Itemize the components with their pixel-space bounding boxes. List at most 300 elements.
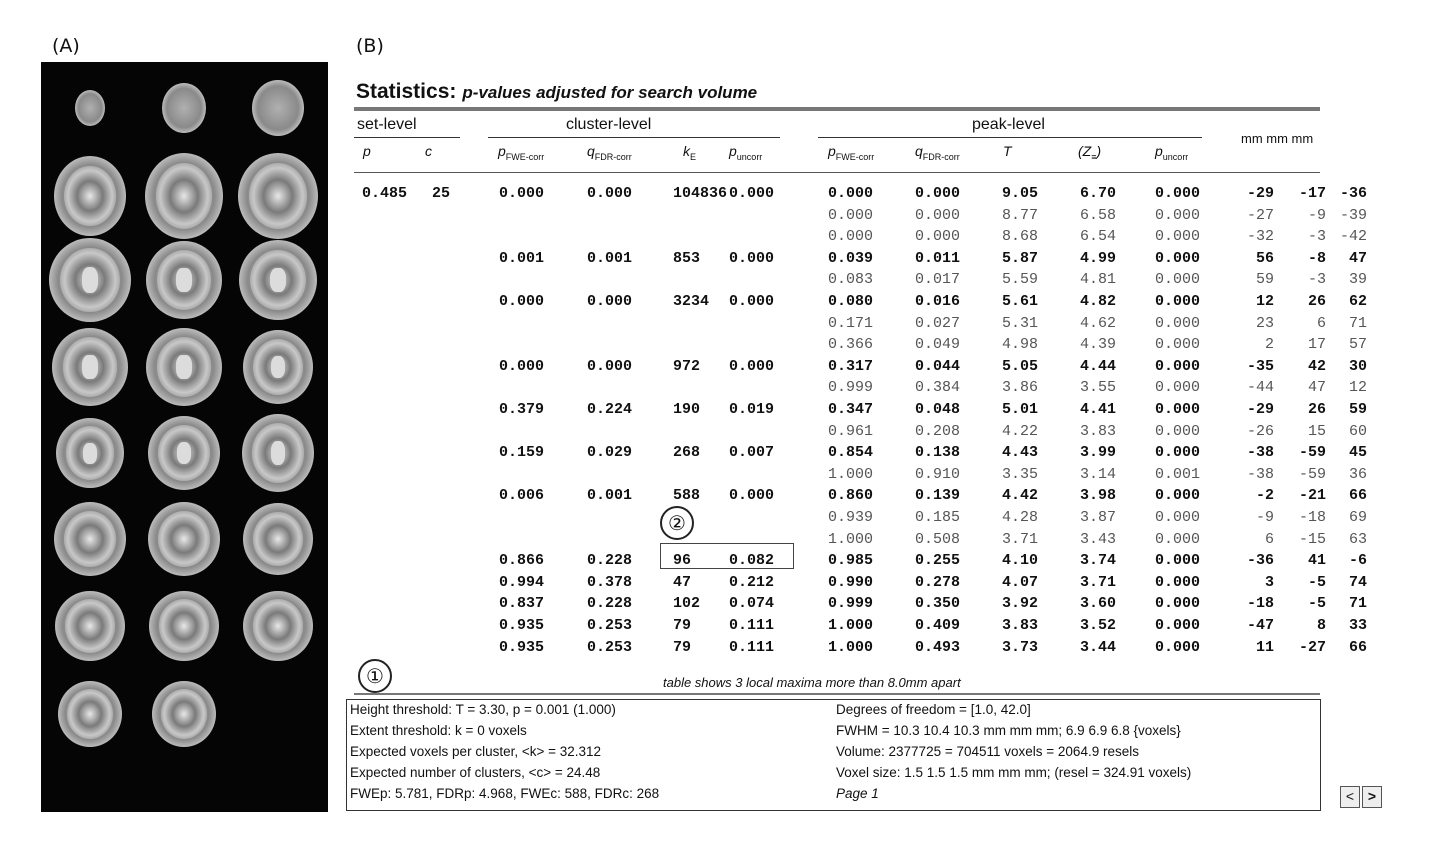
table-cell-p-fdr: 0.208 [915, 422, 961, 440]
table-cell-p-fwe: 0.171 [828, 314, 874, 332]
col-peak-z [1078, 143, 1101, 162]
panel-a-label: (A) [52, 35, 80, 57]
table-cell-z: 6.54 [1080, 228, 1117, 246]
col-peak-q-fdr-main: q [915, 143, 923, 159]
table-cell-x: -38 [1246, 465, 1274, 483]
table-cell-x: -27 [1246, 206, 1274, 224]
table-cell-y: -59 [1298, 465, 1326, 483]
table-cell-z: 3.44 [1080, 638, 1117, 656]
table-cell-y: 6 [1316, 314, 1326, 332]
table-cell-c-fdr: 0.000 [587, 293, 633, 310]
col-set-p: p [363, 143, 371, 159]
table-cell-y: -21 [1298, 487, 1326, 505]
table-cell-zc: 63 [1348, 530, 1367, 548]
marker-2: ② [660, 506, 694, 540]
col-peak-z-sub: ≡ [1091, 151, 1097, 162]
brain-slice [54, 502, 126, 576]
table-cell-p-unc: 0.000 [1155, 530, 1201, 548]
table-cell-t: 3.35 [1002, 465, 1039, 483]
table-cell-c-fwe: 0.006 [499, 487, 545, 505]
table-cell-p-fwe: 0.000 [828, 228, 874, 246]
table-cell-z: 4.41 [1080, 401, 1117, 418]
table-cell-c-fwe: 0.837 [499, 595, 545, 613]
table-cell-t: 4.07 [1002, 573, 1039, 591]
col-peak-z-close: ) [1096, 143, 1102, 159]
table-cell-y: -27 [1298, 638, 1326, 656]
table-cell-x: -36 [1246, 552, 1274, 570]
highlight-box [660, 543, 794, 569]
brain-slice [252, 80, 304, 136]
header-bottom-rule [354, 172, 1320, 173]
col-peak-z-main: (Z [1078, 143, 1092, 159]
table-cell-p-fwe: 0.000 [828, 185, 874, 202]
table-cell-z: 3.74 [1080, 552, 1117, 570]
table-cell-x: 59 [1255, 271, 1274, 289]
cluster-level-header: cluster-level [566, 116, 652, 133]
table-cell-p-fwe: 0.854 [828, 444, 874, 462]
col-cluster-p-fwe [498, 143, 544, 162]
table-cell-c-unc: 0.212 [729, 573, 775, 591]
table-cell-c-fdr: 0.029 [587, 444, 633, 462]
table-cell-p-fwe: 0.999 [828, 379, 874, 397]
table-cell-k: 47 [673, 573, 692, 591]
table-cell-p-fdr: 0.493 [915, 638, 961, 656]
table-cell-k: 79 [673, 617, 692, 634]
table-cell-z: 4.44 [1080, 357, 1117, 375]
table-cell-t: 3.86 [1002, 379, 1039, 397]
table-cell-t: 5.61 [1002, 293, 1039, 310]
table-cell-y: -8 [1307, 249, 1326, 267]
table-cell-c-fwe: 0.159 [499, 444, 545, 462]
info-left-line: Expected voxels per cluster, <k> = 32.312 [350, 744, 602, 759]
table-cell-p-unc: 0.000 [1155, 249, 1201, 267]
table-cell-p-fwe: 1.000 [828, 617, 874, 634]
table-cell-x: -38 [1246, 444, 1274, 462]
table-cell-k: 96 [673, 552, 692, 570]
col-peak-p-unc-sub: uncorr [1162, 151, 1189, 162]
brain-slice [243, 503, 313, 575]
table-cell-p-fwe: 0.080 [828, 293, 874, 310]
table-cell-p-unc: 0.001 [1155, 465, 1201, 483]
table-cell-z: 4.81 [1080, 271, 1117, 289]
table-cell-x: 2 [1264, 336, 1274, 354]
table-cell-c-fdr: 0.001 [587, 249, 633, 267]
table-cell-k: 972 [673, 357, 701, 375]
table-cell-p-fdr: 0.139 [915, 487, 961, 505]
table-cell-x: 23 [1255, 314, 1274, 332]
table-cell-c-fdr: 0.253 [587, 617, 633, 634]
table-cell-t: 5.87 [1002, 249, 1039, 267]
table-cell-z: 3.99 [1080, 444, 1117, 462]
table-cell-p-fwe: 0.366 [828, 336, 874, 354]
table-cell-p-unc: 0.000 [1155, 357, 1201, 375]
table-cell-p-fdr: 0.016 [915, 293, 961, 310]
table-cell-t: 4.10 [1002, 552, 1039, 570]
col-set-c: c [425, 143, 432, 159]
table-cell-z: 3.43 [1080, 530, 1117, 548]
table-cell-zc: -36 [1339, 185, 1367, 202]
table-cell-x: -35 [1246, 357, 1274, 375]
table-cell-t: 3.71 [1002, 530, 1039, 548]
table-cell-set-p: 0.485 [362, 185, 408, 202]
col-cluster-p-unc-sub: uncorr [736, 151, 763, 162]
info-left-line: Expected number of clusters, <c> = 24.48 [350, 765, 601, 780]
col-peak-q-fdr-sub: FDR-corr [922, 151, 960, 162]
col-cluster-q-fdr-sub: FDR-corr [594, 151, 632, 162]
brain-slice [149, 591, 219, 661]
table-cell-c-fwe: 0.935 [499, 617, 545, 634]
table-cell-zc: -6 [1348, 552, 1367, 570]
table-cell-zc: 71 [1348, 595, 1367, 613]
stats-title [356, 80, 757, 104]
table-cell-p-unc: 0.000 [1155, 379, 1201, 397]
brain-slice [162, 83, 206, 133]
table-cell-z: 3.83 [1080, 422, 1117, 440]
marker-1: ① [358, 659, 392, 693]
table-cell-p-fdr: 0.409 [915, 617, 961, 634]
table-cell-p-fdr: 0.384 [915, 379, 961, 397]
table-cell-c-unc: 0.000 [729, 293, 775, 310]
table-cell-p-fwe: 0.990 [828, 573, 874, 591]
table-cell-y: -18 [1298, 509, 1326, 526]
table-cell-zc: 30 [1348, 357, 1367, 375]
col-cluster-q-fdr-main: q [587, 143, 595, 159]
table-cell-c-unc: 0.082 [729, 552, 775, 570]
brain-slice [55, 591, 125, 661]
table-cell-zc: 36 [1348, 465, 1367, 483]
table-cell-z: 3.98 [1080, 487, 1117, 505]
info-right-line: Voxel size: 1.5 1.5 1.5 mm mm mm; (resel = 324.91 voxels) [836, 765, 1192, 780]
table-cell-t: 4.43 [1002, 444, 1039, 462]
info-left-line: Extent threshold: k = 0 voxels [350, 723, 527, 738]
table-cell-t: 4.22 [1002, 422, 1039, 440]
table-cell-y: -59 [1298, 444, 1326, 462]
table-cell-z: 4.62 [1080, 314, 1117, 332]
table-cell-y: -5 [1307, 595, 1326, 613]
brain-slice [54, 156, 126, 236]
table-cell-p-unc: 0.000 [1155, 314, 1201, 332]
table-cell-c-fwe: 0.935 [499, 638, 545, 656]
table-cell-zc: 12 [1348, 379, 1367, 397]
col-peak-p-fwe-main: p [828, 143, 836, 159]
col-cluster-p-unc-main: p [729, 143, 737, 159]
col-cluster-p-fwe-main: p [498, 143, 506, 159]
table-cell-c-unc: 0.111 [729, 638, 775, 656]
table-cell-p-fdr: 0.000 [915, 185, 961, 202]
table-cell-p-fdr: 0.011 [915, 249, 961, 267]
table-cell-p-fdr: 0.138 [915, 444, 961, 462]
table-cell-x: -9 [1255, 509, 1274, 526]
table-cell-x: -26 [1246, 422, 1274, 440]
table-cell-z: 3.87 [1080, 509, 1117, 526]
table-cell-z: 4.99 [1080, 249, 1117, 267]
table-cell-y: 26 [1307, 293, 1326, 310]
table-cell-t: 4.42 [1002, 487, 1039, 505]
table-cell-t: 3.92 [1002, 595, 1039, 613]
table-cell-c-fwe: 0.000 [499, 293, 545, 310]
table-cell-x: -18 [1246, 595, 1274, 613]
table-cell-y: 15 [1307, 422, 1326, 440]
table-cell-p-unc: 0.000 [1155, 509, 1201, 526]
stats-title-main: Statistics: [356, 80, 457, 103]
table-cell-set-c: 25 [432, 185, 451, 202]
table-cell-p-fwe: 0.000 [828, 206, 874, 224]
table-cell-c-fdr: 0.228 [587, 552, 633, 570]
table-cell-p-fdr: 0.185 [915, 509, 961, 526]
table-cell-zc: 62 [1348, 293, 1367, 310]
table-cell-p-unc: 0.000 [1155, 228, 1201, 246]
table-cell-x: -2 [1255, 487, 1274, 505]
table-cell-k: 190 [673, 401, 701, 418]
brain-slice [75, 90, 105, 126]
table-cell-p-fwe: 0.860 [828, 487, 874, 505]
table-cell-p-fwe: 0.939 [828, 509, 874, 526]
table-cell-z: 3.60 [1080, 595, 1117, 613]
table-cell-c-fwe: 0.000 [499, 357, 545, 375]
table-cell-y: 47 [1307, 379, 1326, 397]
table-cell-x: -44 [1246, 379, 1274, 397]
table-cell-c-unc: 0.111 [729, 617, 775, 634]
next-page-button[interactable]: > [1362, 786, 1382, 808]
table-cell-p-fwe: 0.039 [828, 249, 874, 267]
table-cell-zc: 59 [1348, 401, 1367, 418]
table-cell-p-fwe: 1.000 [828, 638, 874, 656]
table-cell-t: 8.77 [1002, 206, 1039, 224]
table-cell-p-unc: 0.000 [1155, 487, 1201, 505]
set-level-header: set-level [357, 116, 417, 133]
table-cell-c-fdr: 0.224 [587, 401, 633, 418]
table-cell-p-fdr: 0.027 [915, 314, 961, 332]
table-cell-p-fdr: 0.048 [915, 401, 961, 418]
table-cell-p-fdr: 0.044 [915, 357, 961, 375]
table-cell-p-fdr: 0.000 [915, 228, 961, 246]
table-cell-t: 3.73 [1002, 638, 1039, 656]
table-cell-p-fdr: 0.910 [915, 465, 961, 483]
table-cell-p-unc: 0.000 [1155, 638, 1201, 656]
table-cell-zc: 39 [1348, 271, 1367, 289]
table-cell-p-fdr: 0.000 [915, 206, 961, 224]
brain-slice [243, 330, 313, 404]
col-peak-t: T [1003, 143, 1012, 159]
table-cell-x: 11 [1255, 638, 1274, 656]
brain-slice [152, 681, 216, 747]
table-cell-x: -29 [1246, 401, 1274, 418]
table-cell-c-unc: 0.007 [729, 444, 775, 462]
col-peak-p-unc [1155, 143, 1188, 162]
table-cell-zc: -39 [1339, 206, 1367, 224]
table-cell-zc: 45 [1348, 444, 1367, 462]
table-cell-t: 9.05 [1002, 185, 1039, 202]
table-cell-p-unc: 0.000 [1155, 206, 1201, 224]
table-cell-p-fwe: 0.317 [828, 357, 874, 375]
table-cell-y: -9 [1307, 206, 1326, 224]
prev-page-button[interactable]: < [1340, 786, 1360, 808]
table-cell-zc: -42 [1339, 228, 1367, 246]
table-cell-k: 3234 [673, 293, 710, 310]
table-cell-x: -47 [1246, 617, 1274, 634]
brain-slice [49, 238, 131, 322]
info-left-line: Height threshold: T = 3.30, p = 0.001 (1.000) [350, 702, 616, 717]
brain-slice [238, 153, 318, 239]
brain-slice [148, 416, 220, 490]
table-cell-k: 104836 [673, 185, 728, 202]
table-cell-k: 79 [673, 638, 692, 656]
table-cell-p-fdr: 0.255 [915, 552, 961, 570]
table-cell-p-unc: 0.000 [1155, 552, 1201, 570]
table-cell-c-fwe: 0.994 [499, 573, 545, 591]
brain-slice [146, 328, 222, 406]
table-cell-z: 3.55 [1080, 379, 1117, 397]
table-cell-zc: 66 [1348, 487, 1367, 505]
table-cell-y: 17 [1307, 336, 1326, 354]
table-cell-c-unc: 0.000 [729, 357, 775, 375]
table-cell-x: 12 [1255, 293, 1274, 310]
info-box [346, 699, 1321, 811]
table-cell-y: -15 [1298, 530, 1326, 548]
brain-slice [58, 681, 122, 747]
stats-title-subtitle: p-values adjusted for search volume [462, 83, 758, 102]
table-cell-y: 42 [1307, 357, 1326, 375]
table-cell-t: 3.83 [1002, 617, 1039, 634]
col-peak-p-fwe [828, 143, 874, 162]
table-cell-p-fwe: 0.961 [828, 422, 874, 440]
table-cell-zc: 47 [1348, 249, 1367, 267]
table-cell-k: 268 [673, 444, 701, 462]
table-cell-p-unc: 0.000 [1155, 595, 1201, 613]
table-cell-p-fdr: 0.049 [915, 336, 961, 354]
brain-slice [148, 502, 220, 576]
table-cell-k: 588 [673, 487, 701, 505]
brain-slice [242, 414, 314, 492]
table-cell-x: -29 [1246, 185, 1274, 202]
col-cluster-p-fwe-sub: FWE-corr [505, 151, 545, 162]
table-cell-c-unc: 0.019 [729, 401, 775, 418]
table-cell-z: 4.82 [1080, 293, 1117, 310]
table-cell-c-fwe: 0.379 [499, 401, 545, 418]
table-cell-p-unc: 0.000 [1155, 617, 1201, 634]
title-rule [354, 107, 1320, 111]
table-cell-zc: 60 [1348, 422, 1367, 440]
peak-level-header: peak-level [972, 116, 1045, 133]
brain-slice [145, 153, 223, 239]
table-cell-k: 853 [673, 249, 701, 267]
info-left-line: FWEp: 5.781, FDRp: 4.968, FWEc: 588, FDRc: 268 [350, 786, 660, 801]
table-cell-y: -3 [1307, 228, 1326, 246]
table-cell-p-unc: 0.000 [1155, 573, 1201, 591]
table-cell-y: 26 [1307, 401, 1326, 418]
table-cell-p-unc: 0.000 [1155, 401, 1201, 418]
table-cell-y: -5 [1307, 573, 1326, 591]
col-peak-p-fwe-sub: FWE-corr [835, 151, 875, 162]
table-cell-p-unc: 0.000 [1155, 444, 1201, 462]
table-footnote: table shows 3 local maxima more than 8.0mm apart [663, 675, 961, 690]
table-cell-c-fwe: 0.866 [499, 552, 545, 570]
table-cell-t: 4.98 [1002, 336, 1039, 354]
table-cell-p-fdr: 0.017 [915, 271, 961, 289]
table-cell-z: 4.39 [1080, 336, 1117, 354]
table-cell-z: 3.14 [1080, 465, 1117, 483]
col-cluster-k-main: k [683, 143, 690, 159]
table-cell-c-fdr: 0.253 [587, 638, 633, 656]
col-cluster-p-unc [729, 143, 762, 162]
table-cell-c-unc: 0.000 [729, 249, 775, 267]
table-cell-c-unc: 0.000 [729, 487, 775, 505]
table-cell-p-unc: 0.000 [1155, 185, 1201, 202]
table-cell-p-unc: 0.000 [1155, 422, 1201, 440]
mm-header: mm mm mm [1241, 131, 1314, 146]
table-cell-t: 5.31 [1002, 314, 1039, 332]
table-cell-x: -32 [1246, 228, 1274, 246]
table-cell-p-fwe: 0.999 [828, 595, 874, 613]
cluster-level-underline [488, 137, 780, 138]
panel-b-label: (B) [356, 35, 384, 57]
table-cell-zc: 66 [1348, 638, 1367, 656]
table-cell-t: 4.28 [1002, 509, 1039, 526]
table-cell-c-fwe: 0.001 [499, 249, 545, 267]
table-cell-c-fdr: 0.378 [587, 573, 633, 591]
page-indicator: Page 1 [836, 786, 879, 801]
table-cell-x: 3 [1264, 573, 1274, 591]
table-cell-t: 5.01 [1002, 401, 1039, 418]
info-right-line: FWHM = 10.3 10.4 10.3 mm mm mm; 6.9 6.9 6.8 {voxels} [836, 723, 1181, 738]
table-cell-p-fdr: 0.350 [915, 595, 961, 613]
table-cell-p-fwe: 1.000 [828, 465, 874, 483]
table-cell-z: 6.70 [1080, 185, 1117, 202]
brain-slice [146, 241, 222, 319]
table-cell-c-fwe: 0.000 [499, 185, 545, 202]
table-cell-c-fdr: 0.001 [587, 487, 633, 505]
table-cell-c-fdr: 0.228 [587, 595, 633, 613]
table-cell-t: 8.68 [1002, 228, 1039, 246]
table-cell-p-unc: 0.000 [1155, 271, 1201, 289]
table-cell-p-fwe: 0.083 [828, 271, 874, 289]
col-cluster-k [683, 143, 696, 162]
footer-rule [354, 693, 1320, 695]
brain-slice-montage [41, 62, 328, 812]
brain-slice [52, 328, 128, 406]
table-cell-zc: 33 [1348, 617, 1367, 634]
table-cell-c-unc: 0.074 [729, 595, 775, 613]
brain-slice [243, 591, 313, 661]
col-peak-p-unc-main: p [1155, 143, 1163, 159]
info-right-line: Volume: 2377725 = 704511 voxels = 2064.9 resels [836, 744, 1139, 759]
table-cell-c-fdr: 0.000 [587, 357, 633, 375]
table-cell-p-fdr: 0.278 [915, 573, 961, 591]
table-cell-z: 3.71 [1080, 573, 1117, 591]
table-cell-y: -3 [1307, 271, 1326, 289]
table-cell-z: 6.58 [1080, 206, 1117, 224]
table-cell-p-fwe: 1.000 [828, 530, 874, 548]
table-cell-zc: 69 [1348, 509, 1367, 526]
brain-slice [239, 240, 317, 320]
info-right-line: Degrees of freedom = [1.0, 42.0] [836, 702, 1031, 717]
table-cell-y: 8 [1316, 617, 1326, 634]
table-cell-p-fwe: 0.347 [828, 401, 874, 418]
table-cell-y: 41 [1307, 552, 1326, 570]
table-cell-t: 5.05 [1002, 357, 1039, 375]
peak-level-underline [818, 137, 1202, 138]
table-cell-c-unc: 0.000 [729, 185, 775, 202]
table-cell-x: 56 [1255, 249, 1274, 267]
brain-slice [56, 418, 124, 488]
col-peak-q-fdr [915, 143, 960, 162]
table-cell-zc: 57 [1348, 336, 1367, 354]
table-cell-c-fdr: 0.000 [587, 185, 633, 202]
table-cell-zc: 71 [1348, 314, 1367, 332]
table-cell-z: 3.52 [1080, 617, 1117, 634]
table-cell-p-fwe: 0.985 [828, 552, 874, 570]
table-cell-y: -17 [1298, 185, 1326, 202]
